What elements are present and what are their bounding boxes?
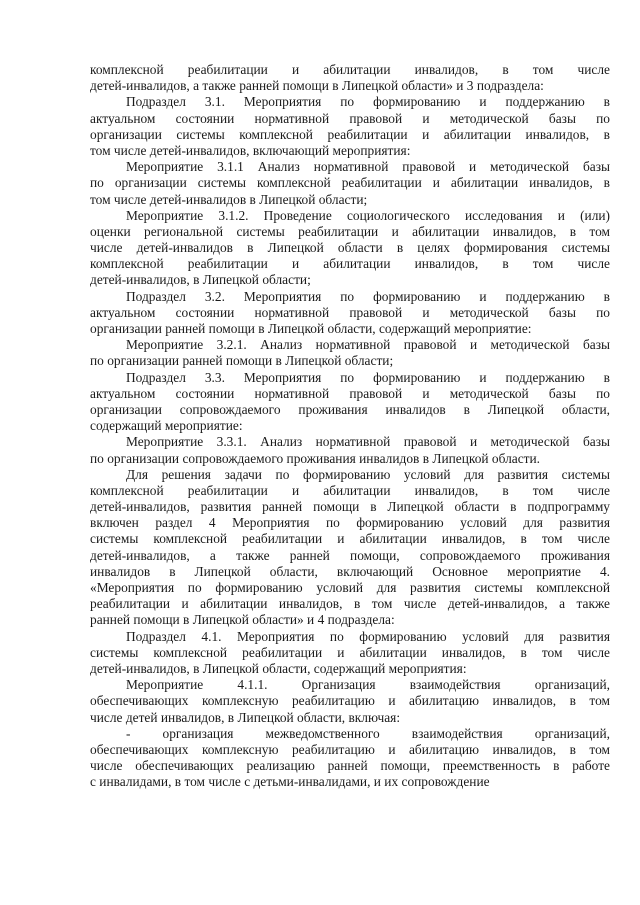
text-line: системы комплексной реабилитации и абилитации инвалидов, в том числе (90, 644, 610, 660)
text-line: инвалидов в Липецкой области, включающий Основное мероприятие 4. (90, 563, 610, 579)
text-line: детей-инвалидов, в Липецкой области, содержащий мероприятия: (90, 660, 467, 676)
text-line: организации сопровождаемого проживания инвалидов в Липецкой области, (90, 401, 610, 417)
text-line: Мероприятие 3.3.1. Анализ нормативной правовой и методической базы (126, 434, 610, 450)
text-line: детей-инвалидов, а также ранней помощи в Липецкой области» и 3 подраздела: (90, 78, 544, 94)
text-line: числе обеспечивающих реализацию ранней помощи, преемственность в работе (90, 758, 610, 774)
text-line: числе детей-инвалидов в Липецкой области в целях формирования системы (90, 240, 610, 256)
text-line: том числе детей-инвалидов, включающий мероприятия: (90, 142, 411, 158)
text-line: том числе детей-инвалидов в Липецкой области; (90, 191, 368, 207)
text-line: Подраздел 3.3. Мероприятия по формированию и поддержанию в (126, 369, 610, 385)
text-line: Мероприятие 3.1.2. Проведение социологического исследования и (или) (126, 207, 610, 223)
text-line: реабилитации и абилитации инвалидов, в том числе детей-инвалидов, а также (90, 596, 610, 612)
text-line: «Мероприятия по формированию условий для развития системы комплексной (90, 580, 610, 595)
text-line: актуальном состоянии нормативной правовой и методической базы по (90, 110, 610, 126)
text-line: актуальном состоянии нормативной правовой и методической базы по (90, 304, 610, 320)
text-line: детей-инвалидов, в Липецкой области; (90, 272, 311, 288)
text-line: организации ранней помощи в Липецкой области, содержащий мероприятие: (90, 321, 532, 336)
text-line: ранней помощи в Липецкой области» и 4 подраздела: (90, 612, 395, 628)
text-line: числе детей инвалидов, в Липецкой области, включая: (90, 709, 401, 725)
text-line: с инвалидами, в том числе с детьми-инвалидами, и их сопровождение (90, 774, 490, 790)
text-line: обеспечивающих комплексную реабилитацию и абилитацию инвалидов, в том (90, 741, 610, 757)
text-line: Мероприятие 3.1.1 Анализ нормативной правовой и методической базы (126, 159, 610, 175)
text-line: детей-инвалидов, а также ранней помощи, сопровождаемого проживания (90, 547, 610, 563)
text-line: обеспечивающих комплексную реабилитацию и абилитацию инвалидов, в том (90, 693, 610, 709)
text-line: актуальном состоянии нормативной правовой и методической базы по (90, 385, 610, 401)
text-line: детей-инвалидов, развития ранней помощи в Липецкой области в подпрограмму (90, 499, 610, 515)
text-line: системы комплексной реабилитации и абилитации инвалидов, в том числе (90, 531, 610, 547)
text-line: Мероприятие 4.1.1. Организация взаимодействия организаций, (126, 677, 610, 693)
text-line: включен раздел 4 Мероприятия по формированию условий для развития (90, 515, 610, 531)
text-line: Для решения задачи по формированию условий для развития системы (126, 466, 610, 482)
document-body (90, 62, 610, 790)
text-line: по организации сопровождаемого проживания инвалидов в Липецкой области. (90, 450, 541, 466)
text-line: содержащий мероприятие: (90, 418, 243, 434)
text-line: - организация межведомственного взаимодействия организаций, (126, 725, 610, 741)
text-line: по организации системы комплексной реабилитации и абилитации инвалидов, в (90, 175, 610, 191)
text-line: комплексной реабилитации и абилитации инвалидов, в том числе (90, 62, 610, 77)
text-line: оценки региональной системы реабилитации и абилитации инвалидов, в том (90, 223, 610, 239)
text-line: Подраздел 3.2. Мероприятия по формированию и поддержанию в (126, 288, 610, 304)
text-line: Подраздел 3.1. Мероприятия по формированию и поддержанию в (126, 94, 610, 110)
text-line: Мероприятие 3.2.1. Анализ нормативной правовой и методической базы (126, 337, 610, 353)
text-line: комплексной реабилитации и абилитации инвалидов, в том числе (90, 256, 610, 272)
text-line: Подраздел 4.1. Мероприятия по формированию условий для развития (126, 628, 610, 644)
text-line: организации системы комплексной реабилитации и абилитации инвалидов, в (90, 126, 610, 142)
text-line: комплексной реабилитации и абилитации инвалидов, в том числе (90, 482, 610, 498)
text-line: по организации ранней помощи в Липецкой области; (90, 353, 394, 369)
